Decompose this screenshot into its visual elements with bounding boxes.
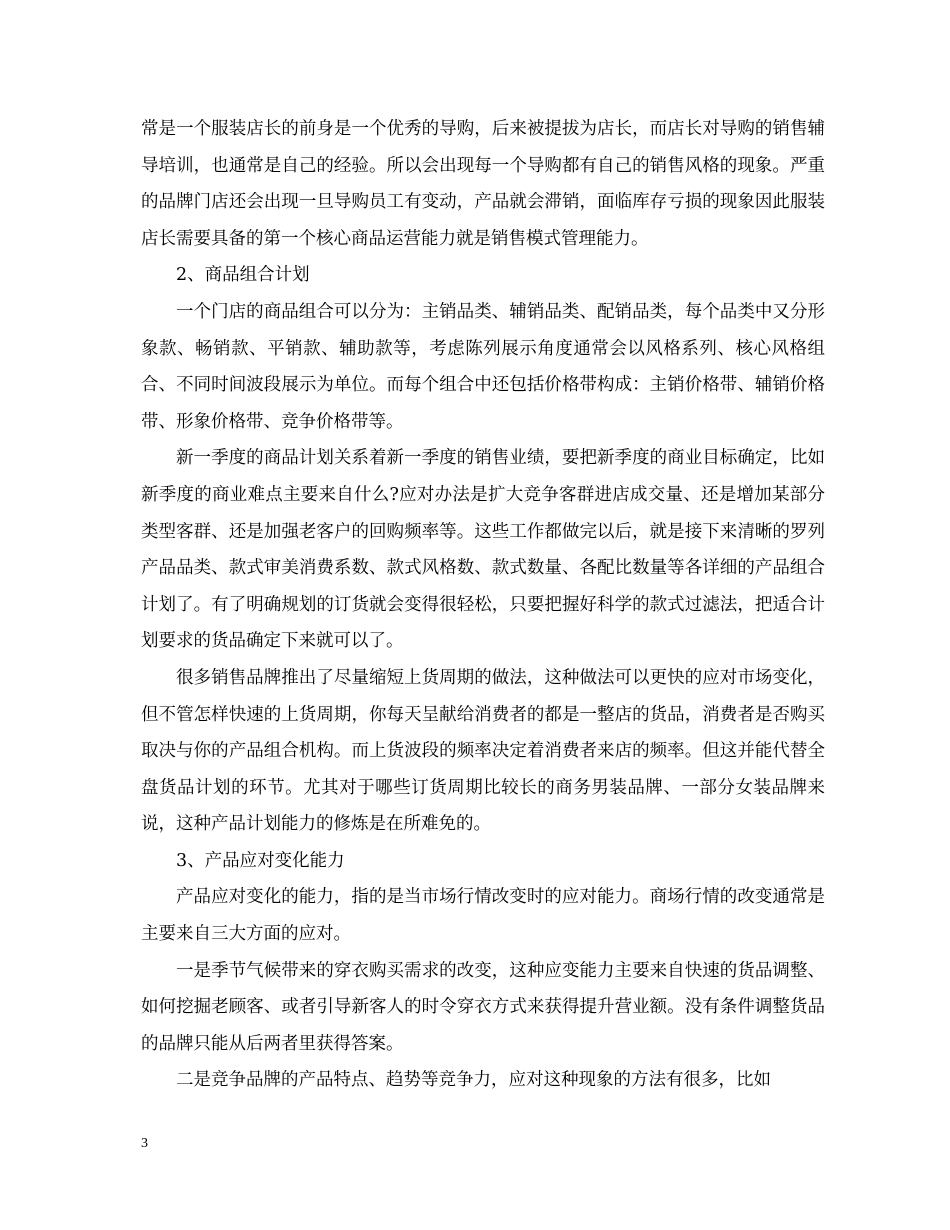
paragraph-continuation: 常是一个服装店长的前身是一个优秀的导购，后来被提拔为店长，而店长对导购的销售辅导培训，也通常是自己的经验。所以会出现每一个导购都有自己的销售风格的现象。严重的品牌门店还会出现一旦导购员工有变动，产品就会滞销，面临库存亏损的现象因此服装店长需要具备的第一个核心商品运营能力就是销售模式管理能力。 bbox=[141, 119, 825, 249]
paragraph: 产品应对变化的能力，指的是当市场行情改变时的应对能力。商场行情的改变通常是主要来自三大方面的应对。 bbox=[141, 887, 825, 945]
paragraph: 一是季节气候带来的穿衣购买需求的改变，这种应变能力主要来自快速的货品调整、如何挖掘老顾客、或者引导新客人的时令穿衣方式来获得提升营业额。没有条件调整货品的品牌只能从后两者里获得答案。 bbox=[141, 960, 825, 1054]
paragraph: 新一季度的商品计划关系着新一季度的销售业绩，要把新季度的商业目标确定，比如新季度的商业难点主要来自什么?应对办法是扩大竞争客群进店成交量、还是增加某部分类型客群、还是加强老客户的回购频率等。这些工作都做完以后，就是接下来清晰的罗列产品品类、款式审美消费系数、款式风格数、款式数量、各配比数量等各详细的产品组合计划了。有了明确规划的订货就会变得很轻松，只要把握好科学的款式过滤法，把适合计划要求的货品确定下来就可以了。 bbox=[141, 448, 825, 652]
page-number: 3 bbox=[141, 1136, 148, 1151]
paragraph: 二是竞争品牌的产品特点、趋势等竞争力，应对这种现象的方法有很多，比如 bbox=[176, 1070, 771, 1091]
section-heading-product-mix: 2、商品组合计划 bbox=[176, 265, 310, 286]
section-heading-adaptability: 3、产品应对变化能力 bbox=[176, 850, 345, 871]
paragraph: 很多销售品牌推出了尽量缩短上货周期的做法，这种做法可以更快的应对市场变化，但不管怎样快速的上货周期，你每天呈献给消费者的都是一整店的货品，消费者是否购买取决与你的产品组合机构。而上货波段的频率决定着消费者来店的频率。但这并能代替全盘货品计划的环节。尤其对于哪些订货周期比较长的商务男装品牌、一部分女装品牌来说，这种产品计划能力的修炼是在所难免的。 bbox=[141, 667, 825, 835]
paragraph: 一个门店的商品组合可以分为：主销品类、辅销品类、配销品类，每个品类中又分形象款、畅销款、平销款、辅助款等，考虑陈列展示角度通常会以风格系列、核心风格组合、不同时间波段展示为单位。而每个组合中还包括价格带构成：主销价格带、辅销价格带、形象价格带、竞争价格带等。 bbox=[141, 301, 825, 432]
document-body bbox=[141, 111, 825, 1099]
